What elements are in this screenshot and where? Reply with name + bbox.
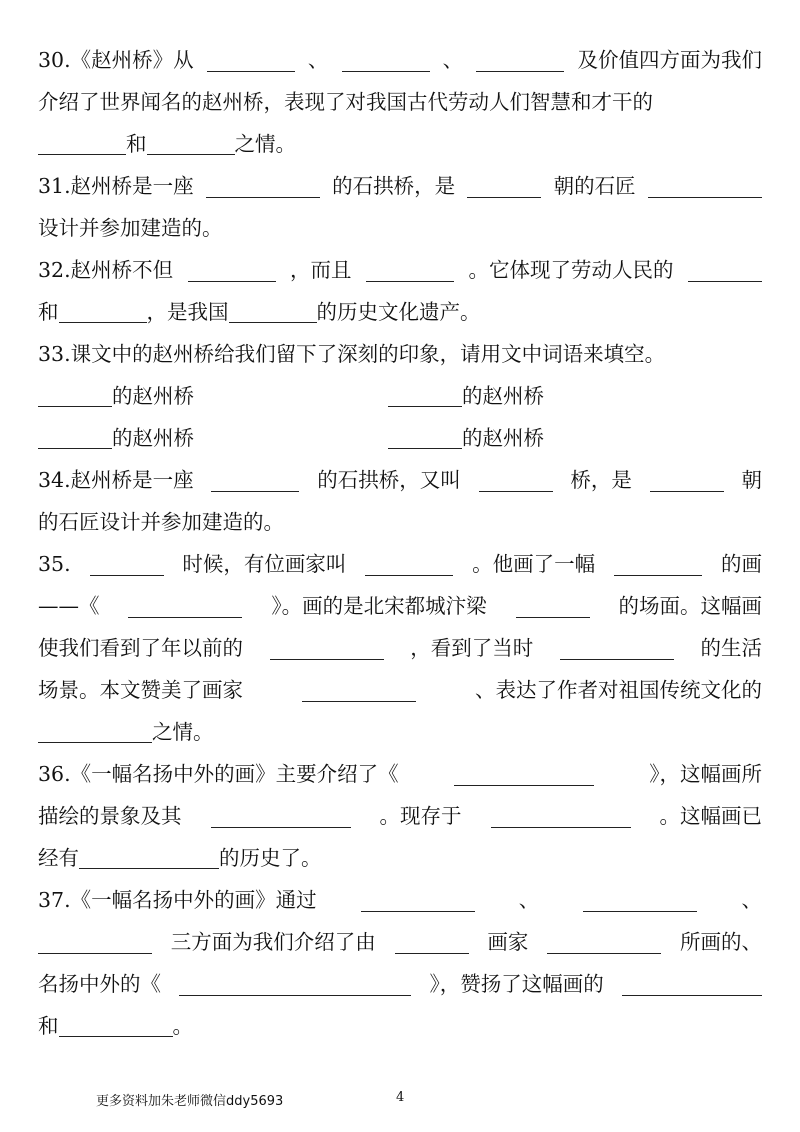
blank[interactable] xyxy=(342,49,430,72)
blank[interactable] xyxy=(207,49,295,72)
blank[interactable] xyxy=(38,132,126,155)
q35-line-5 xyxy=(38,712,762,752)
text: 30.《赵州桥》从 xyxy=(38,48,194,72)
blank[interactable] xyxy=(365,553,453,576)
text: 的赵州桥 xyxy=(112,384,194,408)
blank[interactable] xyxy=(38,426,112,449)
text: 、 xyxy=(741,888,762,912)
text: 36.《一幅名扬中外的画》主要介绍了《 xyxy=(38,762,399,786)
page-number: 4 xyxy=(396,1090,405,1105)
blank[interactable] xyxy=(516,595,590,618)
blank[interactable] xyxy=(560,637,674,660)
q34-line-2 xyxy=(38,502,762,542)
q36-line-2 xyxy=(38,796,762,836)
blank[interactable] xyxy=(188,259,276,282)
text: 描绘的景象及其 xyxy=(38,804,182,828)
text: ——《 xyxy=(38,594,100,618)
text: ，而且 xyxy=(290,258,352,282)
blank[interactable] xyxy=(614,553,702,576)
blank[interactable] xyxy=(211,805,351,828)
q36-line-3 xyxy=(38,838,762,878)
footer-note: 更多资料加朱老师微信ddy5693 xyxy=(96,1094,284,1109)
text: 》，这幅画所 xyxy=(649,762,762,786)
blank[interactable] xyxy=(622,973,762,996)
q37-line-2 xyxy=(38,922,762,962)
text: ，是我国 xyxy=(146,300,229,324)
blank[interactable] xyxy=(179,973,411,996)
blank[interactable] xyxy=(79,846,219,869)
text: 所画的、 xyxy=(679,930,762,954)
text: 、 xyxy=(442,48,464,72)
text: 、表达了作者对祖国传统文化的 xyxy=(475,678,762,702)
text: 设计并参加建造的。 xyxy=(38,216,223,240)
q33-row-1 xyxy=(38,376,762,416)
q34-line-1 xyxy=(38,460,762,500)
blank[interactable] xyxy=(270,637,384,660)
q37-line-1 xyxy=(38,880,762,920)
text: 34.赵州桥是一座 xyxy=(38,468,194,492)
blank[interactable] xyxy=(38,384,112,407)
blank[interactable] xyxy=(688,259,762,282)
blank[interactable] xyxy=(59,300,147,323)
q37-line-4 xyxy=(38,1006,762,1046)
text: 》。画的是北宋都城汴梁 xyxy=(271,594,487,618)
blank[interactable] xyxy=(491,805,631,828)
text: 的石拱桥，是 xyxy=(332,174,456,198)
text: 33.课文中的赵州桥给我们留下了深刻的印象，请用文中词语来填空。 xyxy=(38,342,666,366)
text: 。这幅画已 xyxy=(659,804,762,828)
text: 时候，有位画家叫 xyxy=(182,552,347,576)
q35-line-2 xyxy=(38,586,762,626)
text: 名扬中外的《 xyxy=(38,972,161,996)
text: 的历史了。 xyxy=(219,846,322,870)
blank[interactable] xyxy=(454,763,594,786)
q33-line-1 xyxy=(38,334,762,374)
blank[interactable] xyxy=(395,931,469,954)
q30-line-2 xyxy=(38,82,762,122)
text: 介绍了世界闻名的赵州桥，表现了对我国古代劳动人们智慧和才干的 xyxy=(38,90,653,114)
text: 画家 xyxy=(487,930,529,954)
q35-line-3 xyxy=(38,628,762,668)
text: 的生活 xyxy=(700,636,762,660)
text: 朝的石匠 xyxy=(553,174,636,198)
blank[interactable] xyxy=(38,931,152,954)
blank[interactable] xyxy=(476,49,564,72)
blank[interactable] xyxy=(366,259,454,282)
blank[interactable] xyxy=(547,931,661,954)
q32-line-1 xyxy=(38,250,762,290)
blank[interactable] xyxy=(388,384,462,407)
q30-line-1 xyxy=(38,40,762,80)
text: 的历史文化遗产。 xyxy=(316,300,481,324)
text: 和 xyxy=(38,300,59,324)
text: 三方面为我们介绍了由 xyxy=(170,930,376,954)
text: 和 xyxy=(38,1014,59,1038)
text: 场景。本文赞美了画家 xyxy=(38,678,243,702)
text: 之情。 xyxy=(152,720,214,744)
text: 的赵州桥 xyxy=(462,384,544,408)
text: 。他画了一幅 xyxy=(472,552,596,576)
text: 。现存于 xyxy=(379,804,462,828)
q35-line-4 xyxy=(38,670,762,710)
q31-line-1 xyxy=(38,166,762,206)
text: ，看到了当时 xyxy=(410,636,534,660)
blank[interactable] xyxy=(147,132,235,155)
text: 的画 xyxy=(720,552,762,576)
text: 。 xyxy=(172,1014,193,1038)
text: 。它体现了劳动人民的 xyxy=(468,258,674,282)
text: 和 xyxy=(126,132,147,156)
text: 朝 xyxy=(741,468,762,492)
blank[interactable] xyxy=(479,469,553,492)
blank[interactable] xyxy=(388,426,462,449)
text: 的石匠设计并参加建造的。 xyxy=(38,510,284,534)
text: 的赵州桥 xyxy=(462,426,544,450)
text: 》，赞扬了这幅画的 xyxy=(429,972,604,996)
text: 、 xyxy=(307,48,329,72)
text: 桥，是 xyxy=(570,468,632,492)
q32-line-2 xyxy=(38,292,762,332)
text: 的赵州桥 xyxy=(112,426,194,450)
text: 经有 xyxy=(38,846,79,870)
text: 32.赵州桥不但 xyxy=(38,258,174,282)
blank[interactable] xyxy=(38,720,152,743)
text: 的场面。这幅画 xyxy=(618,594,762,618)
q33-row-2 xyxy=(38,418,762,458)
blank[interactable] xyxy=(648,175,762,198)
blank[interactable] xyxy=(467,175,541,198)
blank[interactable] xyxy=(302,679,416,702)
blank[interactable] xyxy=(90,553,164,576)
blank[interactable] xyxy=(361,889,475,912)
q36-line-1 xyxy=(38,754,762,794)
blank[interactable] xyxy=(59,1014,173,1037)
q31-line-2 xyxy=(38,208,762,248)
text: 31.赵州桥是一座 xyxy=(38,174,194,198)
text: 使我们看到了年以前的 xyxy=(38,636,243,660)
text: 的石拱桥，又叫 xyxy=(317,468,461,492)
blank[interactable] xyxy=(206,175,320,198)
q35-line-1 xyxy=(38,544,762,584)
blank[interactable] xyxy=(211,469,299,492)
text: 之情。 xyxy=(234,132,296,156)
blank[interactable] xyxy=(583,889,697,912)
blank[interactable] xyxy=(229,300,317,323)
blank[interactable] xyxy=(650,469,724,492)
q30-line-3 xyxy=(38,124,762,164)
q37-line-3 xyxy=(38,964,762,1004)
text: 37.《一幅名扬中外的画》通过 xyxy=(38,888,317,912)
text: 及价值四方面为我们 xyxy=(577,48,762,72)
blank[interactable] xyxy=(128,595,242,618)
text: 35. xyxy=(38,552,71,576)
text: 、 xyxy=(518,888,540,912)
